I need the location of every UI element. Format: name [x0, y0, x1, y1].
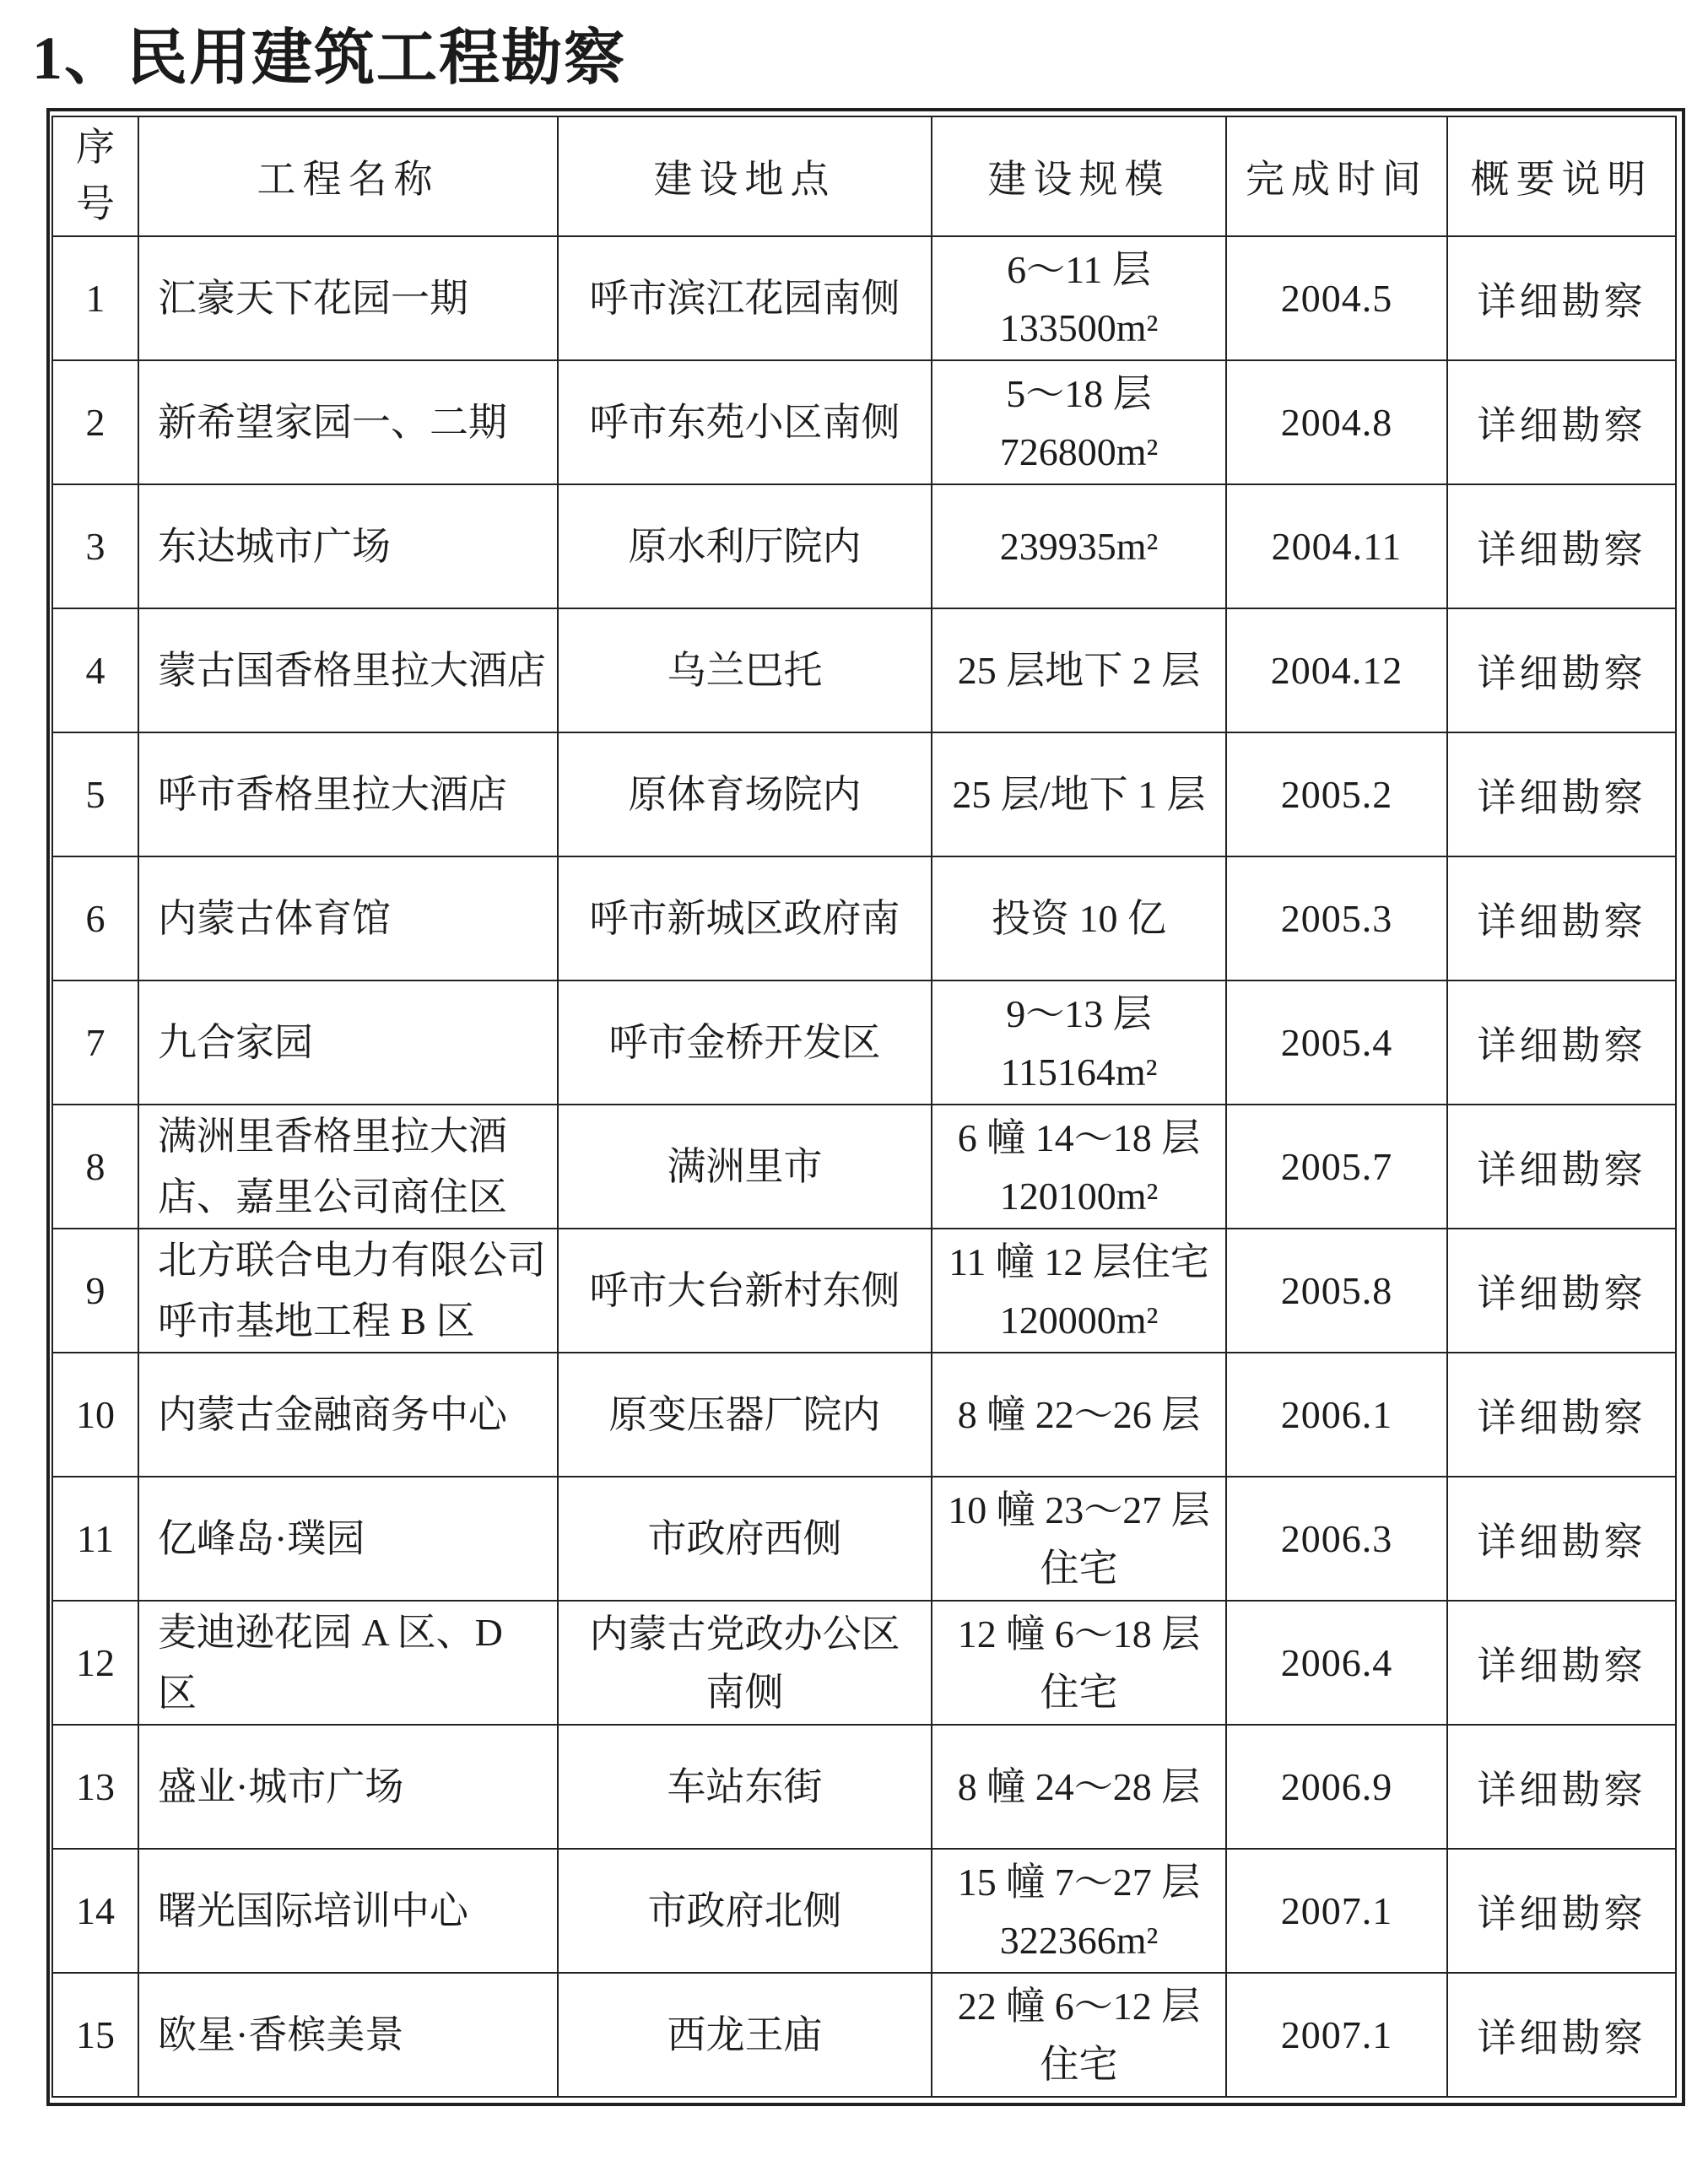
scale-line-1: 8 幢 24～28 层	[957, 1765, 1201, 1808]
project-name: 盛业·城市广场	[138, 1725, 558, 1849]
scale-line-1: 投资 10 亿	[992, 897, 1166, 940]
project-name: 九合家园	[138, 980, 558, 1105]
table-row	[52, 608, 1676, 732]
completion-date: 2006.9	[1226, 1725, 1447, 1849]
header-project-name: 工程名称	[138, 116, 558, 236]
row-serial-number: 1	[52, 236, 138, 360]
project-location: 呼市金桥开发区	[558, 980, 932, 1105]
summary-note: 详细勘察	[1447, 1849, 1676, 1973]
scale-line-1: 22 幢 6～12 层	[957, 1984, 1201, 2028]
project-scale	[932, 484, 1226, 608]
table-row	[52, 484, 1676, 608]
project-location: 呼市东苑小区南侧	[558, 360, 932, 484]
header-serial-number: 序号	[52, 116, 138, 236]
project-location: 满洲里市	[558, 1105, 932, 1229]
completion-date: 2004.12	[1226, 608, 1447, 732]
completion-date: 2005.3	[1226, 856, 1447, 980]
project-name: 曙光国际培训中心	[138, 1849, 558, 1973]
scale-line-1: 9～13 层	[1006, 991, 1152, 1035]
completion-date: 2004.8	[1226, 360, 1447, 484]
scale-line-1: 25 层地下 2 层	[957, 649, 1201, 692]
row-serial-number: 14	[52, 1849, 138, 1973]
row-serial-number: 10	[52, 1353, 138, 1477]
project-location: 市政府西侧	[558, 1477, 932, 1601]
project-location: 呼市滨江花园南侧	[558, 236, 932, 360]
summary-note: 详细勘察	[1447, 484, 1676, 608]
table-row	[52, 980, 1676, 1105]
project-scale	[932, 1229, 1226, 1353]
project-scale	[932, 608, 1226, 732]
summary-note: 详细勘察	[1447, 1973, 1676, 2097]
completion-date: 2005.4	[1226, 980, 1447, 1105]
project-location: 市政府北侧	[558, 1849, 932, 1973]
summary-note: 详细勘察	[1447, 236, 1676, 360]
row-serial-number: 11	[52, 1477, 138, 1601]
row-serial-number: 7	[52, 980, 138, 1105]
table-body	[52, 236, 1676, 2097]
project-location: 呼市大台新村东侧	[558, 1229, 932, 1353]
table-row	[52, 360, 1676, 484]
summary-note: 详细勘察	[1447, 1229, 1676, 1353]
project-scale	[932, 732, 1226, 856]
project-location: 原体育场院内	[558, 732, 932, 856]
row-serial-number: 9	[52, 1229, 138, 1353]
project-name: 呼市香格里拉大酒店	[138, 732, 558, 856]
completion-date: 2005.8	[1226, 1229, 1447, 1353]
summary-note: 详细勘察	[1447, 1353, 1676, 1477]
table-row	[52, 1601, 1676, 1725]
project-scale	[932, 856, 1226, 980]
scale-line-1: 25 层/地下 1 层	[952, 773, 1206, 816]
table-row	[52, 1725, 1676, 1849]
row-serial-number: 2	[52, 360, 138, 484]
table-row	[52, 1353, 1676, 1477]
row-serial-number: 15	[52, 1973, 138, 2097]
summary-note: 详细勘察	[1447, 360, 1676, 484]
scale-line-1: 5～18 层	[1006, 371, 1152, 415]
scale-line-2: 住宅	[1040, 2042, 1118, 2086]
project-scale	[932, 1973, 1226, 2097]
completion-date: 2004.5	[1226, 236, 1447, 360]
completion-date: 2004.11	[1226, 484, 1447, 608]
scale-line-2: 322366m²	[999, 1918, 1159, 1962]
completion-date: 2006.3	[1226, 1477, 1447, 1601]
scale-line-2: 住宅	[1040, 1546, 1118, 1590]
project-location: 原水利厅院内	[558, 484, 932, 608]
completion-date: 2006.1	[1226, 1353, 1447, 1477]
row-serial-number: 8	[52, 1105, 138, 1229]
row-serial-number: 3	[52, 484, 138, 608]
completion-date: 2005.2	[1226, 732, 1447, 856]
scale-line-2: 住宅	[1040, 1670, 1118, 1714]
project-scale	[932, 360, 1226, 484]
project-name: 内蒙古金融商务中心	[138, 1353, 558, 1477]
project-name: 麦迪逊花园 A 区、D 区	[138, 1601, 558, 1725]
completion-date: 2007.1	[1226, 1973, 1447, 2097]
project-scale	[932, 1105, 1226, 1229]
header-scale: 建设规模	[932, 116, 1226, 236]
scale-line-1: 6 幢 14～18 层	[957, 1116, 1201, 1159]
scale-line-1: 12 幢 6～18 层	[957, 1612, 1201, 1656]
project-name: 北方联合电力有限公司呼市基地工程 B 区	[138, 1229, 558, 1353]
summary-note: 详细勘察	[1447, 1601, 1676, 1725]
project-scale	[932, 1849, 1226, 1973]
table-row	[52, 1973, 1676, 2097]
row-serial-number: 12	[52, 1601, 138, 1725]
scale-line-2: 726800m²	[999, 429, 1159, 473]
table-row	[52, 1105, 1676, 1229]
scale-line-1: 15 幢 7～27 层	[957, 1860, 1201, 1904]
project-name: 新希望家园一、二期	[138, 360, 558, 484]
row-serial-number: 4	[52, 608, 138, 732]
row-serial-number: 13	[52, 1725, 138, 1849]
summary-note: 详细勘察	[1447, 732, 1676, 856]
header-row	[52, 116, 1676, 236]
scale-line-2: 120000m²	[999, 1298, 1159, 1342]
project-scale	[932, 1601, 1226, 1725]
page-title: 1、民用建筑工程勘察	[32, 24, 627, 92]
table-row	[52, 732, 1676, 856]
project-location: 西龙王庙	[558, 1973, 932, 2097]
summary-note: 详细勘察	[1447, 608, 1676, 732]
project-name: 满洲里香格里拉大酒店、嘉里公司商住区	[138, 1105, 558, 1229]
summary-note: 详细勘察	[1447, 856, 1676, 980]
project-location: 呼市新城区政府南	[558, 856, 932, 980]
table-row	[52, 1229, 1676, 1353]
table-row	[52, 856, 1676, 980]
completion-date: 2006.4	[1226, 1601, 1447, 1725]
scale-line-1: 239935m²	[999, 525, 1159, 568]
project-location: 内蒙古党政办公区南侧	[558, 1601, 932, 1725]
scale-line-1: 6～11 层	[1007, 247, 1151, 291]
table-header	[52, 116, 1676, 236]
project-name: 蒙古国香格里拉大酒店	[138, 608, 558, 732]
project-location: 车站东街	[558, 1725, 932, 1849]
project-name: 汇豪天下花园一期	[138, 236, 558, 360]
scale-line-1: 8 幢 22～26 层	[957, 1393, 1201, 1436]
project-name: 欧星·香槟美景	[138, 1973, 558, 2097]
summary-note: 详细勘察	[1447, 980, 1676, 1105]
table-row	[52, 1477, 1676, 1601]
project-scale	[932, 980, 1226, 1105]
header-completion-date: 完成时间	[1226, 116, 1447, 236]
projects-table-border	[46, 108, 1685, 2106]
summary-note: 详细勘察	[1447, 1725, 1676, 1849]
row-serial-number: 5	[52, 732, 138, 856]
scale-line-2: 115164m²	[1000, 1050, 1158, 1094]
project-scale	[932, 1725, 1226, 1849]
project-scale	[932, 236, 1226, 360]
row-serial-number: 6	[52, 856, 138, 980]
table-row	[52, 236, 1676, 360]
project-name: 东达城市广场	[138, 484, 558, 608]
project-name: 内蒙古体育馆	[138, 856, 558, 980]
project-scale	[932, 1477, 1226, 1601]
completion-date: 2007.1	[1226, 1849, 1447, 1973]
projects-table	[51, 116, 1677, 2098]
project-location: 乌兰巴托	[558, 608, 932, 732]
header-summary: 概要说明	[1447, 116, 1676, 236]
scale-line-1: 11 幢 12 层住宅	[949, 1240, 1209, 1283]
summary-note: 详细勘察	[1447, 1105, 1676, 1229]
summary-note: 详细勘察	[1447, 1477, 1676, 1601]
project-location: 原变压器厂院内	[558, 1353, 932, 1477]
project-scale	[932, 1353, 1226, 1477]
project-name: 亿峰岛·璞园	[138, 1477, 558, 1601]
table-row	[52, 1849, 1676, 1973]
scale-line-1: 10 幢 23～27 层	[948, 1488, 1210, 1531]
scale-line-2: 133500m²	[999, 305, 1159, 349]
completion-date: 2005.7	[1226, 1105, 1447, 1229]
scale-line-2: 120100m²	[999, 1174, 1159, 1218]
header-location: 建设地点	[558, 116, 932, 236]
